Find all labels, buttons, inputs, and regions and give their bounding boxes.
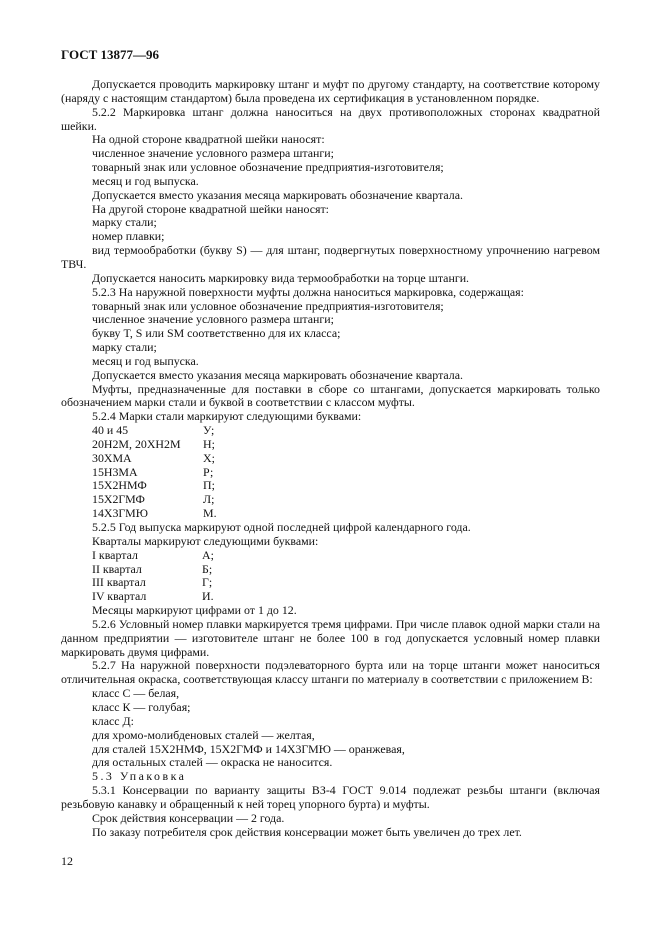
quarter-letter: Г; <box>202 575 213 590</box>
section-heading-packaging: 5.3 Упаковка <box>92 769 187 784</box>
table-row <box>61 424 600 438</box>
clause-5-3-1: 5.3.1 Консервации по варианту защиты ВЗ-4 ГОСТ 9.014 подлежат резьбы штанги (включая резьбовую канавку и обращенный к ней торец упорного бурта) и муфты. <box>61 783 600 811</box>
list-item: класс С — белая, <box>92 686 180 701</box>
mark-letter: Х; <box>203 450 215 465</box>
mark-letter: Л; <box>203 492 215 507</box>
list-item: класс Д: <box>92 713 134 728</box>
page-header: ГОСТ 13877—96 <box>61 47 160 62</box>
clause-5-2-4: 5.2.4 Марки стали маркируют следующими буквами: <box>92 409 362 424</box>
mark-letter: М. <box>203 506 217 521</box>
table-row <box>61 590 600 604</box>
body-text <box>61 78 600 839</box>
steel-grade: 15Х2ГМФ <box>92 492 145 507</box>
paragraph: Муфты, предназначенные для поставки в сборе со штангами, допускается маркировать только обозначением марки стали и буквой в соответствии с классом муфты. <box>61 381 600 410</box>
table-row <box>61 549 600 563</box>
table-row <box>61 576 600 590</box>
paragraph: Допускается вместо указания месяца маркировать обозначение квартала. <box>92 187 463 202</box>
paragraph: Допускается проводить маркировку штанг и муфт по другому стандарту, на соответствие которому (наряду с настоящим стандартом) была проведена их сертификация в установленном порядке. <box>61 77 600 105</box>
list-item: товарный знак или условное обозначение предприятия-изготовителя; <box>92 298 444 313</box>
clause-5-2-2: 5.2.2 Маркировка штанг должна наноситься на двух противоположных сторонах квадратной шейки. <box>61 104 600 133</box>
paragraph: Допускается вместо указания месяца маркировать обозначение квартала. <box>92 367 463 382</box>
mark-letter: У; <box>203 423 215 438</box>
clause-5-2-6: 5.2.6 Условный номер плавки маркируется тремя цифрами. При числе плавок одной марки стали на данном предприятии — изготовителе штанг не более 100 в год допускается условный номер плавки маркировать двумя цифрами. <box>61 616 600 659</box>
list-item: численное значение условного размера штанги; <box>92 146 334 161</box>
paragraph: Допускается наносить маркировку вида термообработки на торце штанги. <box>92 270 470 285</box>
list-item: букву T, S или SM соответственно для их класса; <box>92 326 341 341</box>
steel-grade: 15Х2НМФ <box>92 478 147 493</box>
page-number: 12 <box>61 854 73 868</box>
steel-grade: 30ХМА <box>92 450 132 465</box>
quarters-table <box>61 549 600 604</box>
quarter-letter: И. <box>202 589 214 604</box>
steel-marks-table <box>61 424 600 521</box>
list-item: класс К — голубая; <box>92 699 191 714</box>
quarter-letter: Б; <box>202 561 213 576</box>
list-item: для остальных сталей — окраска не наносится. <box>92 755 333 770</box>
paragraph: На другой стороне квадратной шейки наносят: <box>92 201 329 216</box>
paragraph: Месяцы маркируют цифрами от 1 до 12. <box>92 603 297 618</box>
mark-letter: Н; <box>203 436 215 451</box>
quarter-name: IV квартал <box>92 589 147 604</box>
clause-5-2-7: 5.2.7 На наружной поверхности подэлеваторного бурта или на торце штанги может наноситься отличительная окраска, соответствующая классу штанги по материалу в соответствии с приложением В: <box>61 658 600 687</box>
list-item: месяц и год выпуска. <box>92 173 199 188</box>
steel-grade: 14Х3ГМЮ <box>92 506 148 521</box>
table-row <box>61 452 600 466</box>
steel-grade: 40 и 45 <box>92 423 129 438</box>
steel-grade: 15Н3МА <box>92 464 138 479</box>
list-item: товарный знак или условное обозначение предприятия-изготовителя; <box>92 160 444 175</box>
quarter-letter: А; <box>202 547 214 562</box>
list-item: номер плавки; <box>92 229 165 244</box>
table-row <box>61 563 600 577</box>
quarter-name: III квартал <box>92 575 146 590</box>
paragraph: На одной стороне квадратной шейки наносят: <box>92 132 325 147</box>
list-item: марку стали; <box>92 340 157 355</box>
list-item: для сталей 15Х2НМФ, 15Х2ГМФ и 14Х3ГМЮ — оранжевая, <box>92 741 405 756</box>
table-row <box>61 438 600 452</box>
table-row <box>61 507 600 521</box>
paragraph: Срок действия консервации — 2 года. <box>92 810 285 825</box>
list-item: численное значение условного размера штанги; <box>92 312 334 327</box>
list-item: месяц и год выпуска. <box>92 353 199 368</box>
mark-letter: Р; <box>203 464 214 479</box>
list-item: для хромо-молибденовых сталей — желтая, <box>92 727 315 742</box>
paragraph: По заказу потребителя срок действия консервации может быть увеличен до трех лет. <box>92 824 522 839</box>
mark-letter: П; <box>203 478 215 493</box>
paragraph: Кварталы маркируют следующими буквами: <box>92 533 319 548</box>
table-row <box>61 466 600 480</box>
paragraph: вид термообработки (букву S) — для штанг, подвергнутых поверхностному упрочнению нагревом ТВЧ. <box>61 243 600 271</box>
quarter-name: I квартал <box>92 547 138 562</box>
steel-grade: 20Н2М, 20ХН2М <box>92 436 181 451</box>
quarter-name: II квартал <box>92 561 142 576</box>
clause-5-2-3: 5.2.3 На наружной поверхности муфты должна наноситься маркировка, содержащая: <box>92 284 524 299</box>
clause-5-2-5: 5.2.5 Год выпуска маркируют одной последней цифрой календарного года. <box>92 520 471 534</box>
table-row <box>61 479 600 493</box>
list-item: марку стали; <box>92 215 157 230</box>
table-row <box>61 493 600 507</box>
